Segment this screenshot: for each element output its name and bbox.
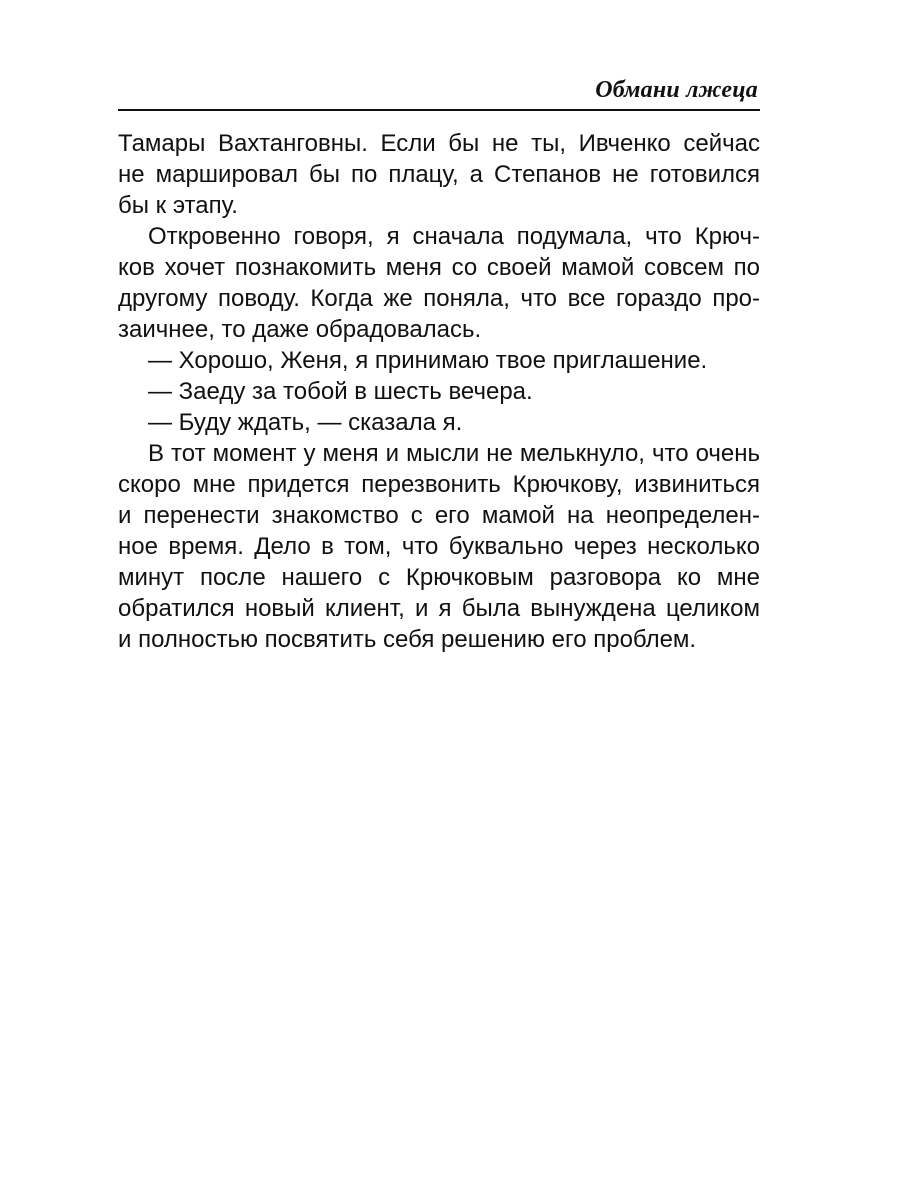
- text-line: обратился новый клиент, и я была вынуждена целиком: [118, 595, 760, 622]
- text-line: заичнее, то даже обрадовалась.: [118, 316, 482, 343]
- header-rule: [118, 109, 760, 111]
- text-line: Откровенно говоря, я сначала подумала, что Крюч-: [148, 223, 760, 250]
- text-line: и перенести знакомство с его мамой на неопределен-: [118, 502, 760, 529]
- text-line: другому поводу. Когда же поняла, что все гораздо про-: [118, 285, 760, 312]
- body-text: [118, 128, 760, 655]
- text-line: не маршировал бы по плацу, а Степанов не готовился: [118, 161, 760, 188]
- text-line: скоро мне придется перезвонить Крючкову, извиниться: [118, 471, 760, 498]
- running-title: Обмани лжеца: [595, 77, 758, 103]
- text-line: минут после нашего с Крючковым разговора ко мне: [118, 564, 760, 591]
- text-line: ков хочет познакомить меня со своей мамой совсем по: [118, 254, 760, 281]
- text-line: — Заеду за тобой в шесть вечера.: [148, 378, 533, 405]
- text-line: ное время. Дело в том, что буквально через несколько: [118, 533, 760, 560]
- text-line: В тот момент у меня и мысли не мелькнуло, что очень: [148, 440, 760, 467]
- text-line: Тамары Вахтанговны. Если бы не ты, Ивченко сейчас: [118, 130, 760, 157]
- text-line: и полностью посвятить себя решению его проблем.: [118, 626, 697, 653]
- text-line: — Буду ждать, — сказала я.: [148, 409, 463, 436]
- text-line: — Хорошо, Женя, я принимаю твое приглашение.: [148, 347, 708, 374]
- text-line: бы к этапу.: [118, 192, 238, 219]
- running-head: [118, 74, 760, 106]
